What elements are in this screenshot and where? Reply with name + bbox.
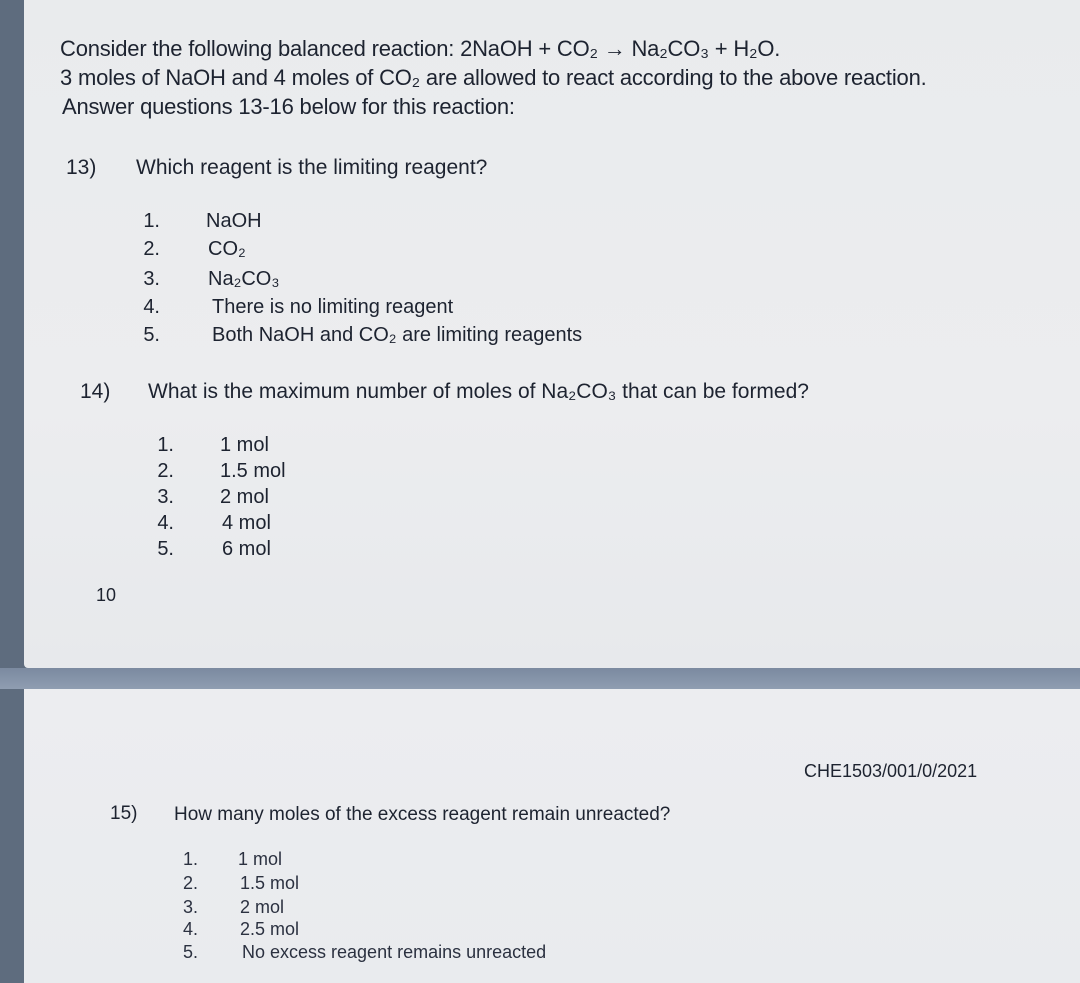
q15-option-5-number: 5. [182,942,198,962]
q15-option-3-number: 3. [182,897,198,917]
q15-option-3-text: 2 mol [240,897,285,917]
question-15-number: 15) [110,803,138,824]
q14-option-2-text: 1.5 mol [220,460,286,482]
course-code: CHE1503/001/0/2021 [804,761,978,781]
q15-option-4-number: 4. [182,919,198,939]
question-14-number: 14) [80,380,111,403]
page-gap [0,668,1080,689]
q14-option-5-text: 6 mol [222,538,271,560]
intro-line-2: 3 moles of NaOH and 4 moles of CO₂ are allowed to react according to the above reaction. [60,65,927,90]
question-14-text: What is the maximum number of moles of Na₂CO₃ that can be formed? [148,380,809,403]
question-13-number: 13) [66,156,97,179]
q14-option-5-number: 5. [157,538,174,560]
q14-option-1-text: 1 mol [220,434,269,456]
q15-option-2-text: 1.5 mol [240,873,300,893]
q13-option-2-text: CO₂ [208,238,246,260]
q15-option-1-text: 1 mol [238,849,283,869]
intro-line-1: Consider the following balanced reaction: 2NaOH + CO₂ → Na₂CO₃ + H₂O. [60,36,781,61]
q15-option-1-number: 1. [182,849,198,869]
q13-option-2-number: 2. [143,238,160,260]
q13-option-5-number: 5. [143,324,160,346]
question-15-text: How many moles of the excess reagent remain unreacted? [174,804,671,825]
page-number: 10 [96,585,117,605]
q13-option-3-number: 3. [143,268,160,290]
q13-option-4-text: There is no limiting reagent [212,296,454,318]
q14-option-1-number: 1. [157,434,174,456]
q15-option-5-text: No excess reagent remains unreacted [242,942,547,962]
q14-option-2-number: 2. [157,460,174,482]
q14-option-4-number: 4. [157,512,174,534]
q14-option-3-number: 3. [157,486,174,508]
q13-option-1-number: 1. [143,210,160,232]
question-13-text: Which reagent is the limiting reagent? [136,156,488,179]
q15-option-4-text: 2.5 mol [240,919,300,939]
q15-option-2-number: 2. [182,873,198,893]
intro-line-3: Answer questions 13-16 below for this reaction: [62,94,515,119]
q13-option-1-text: NaOH [206,210,262,232]
q14-option-4-text: 4 mol [222,512,271,534]
q14-option-3-text: 2 mol [220,486,269,508]
q13-option-3-text: Na₂CO₃ [208,268,280,290]
q13-option-4-number: 4. [143,296,160,318]
q13-option-5-text: Both NaOH and CO₂ are limiting reagents [212,324,583,346]
